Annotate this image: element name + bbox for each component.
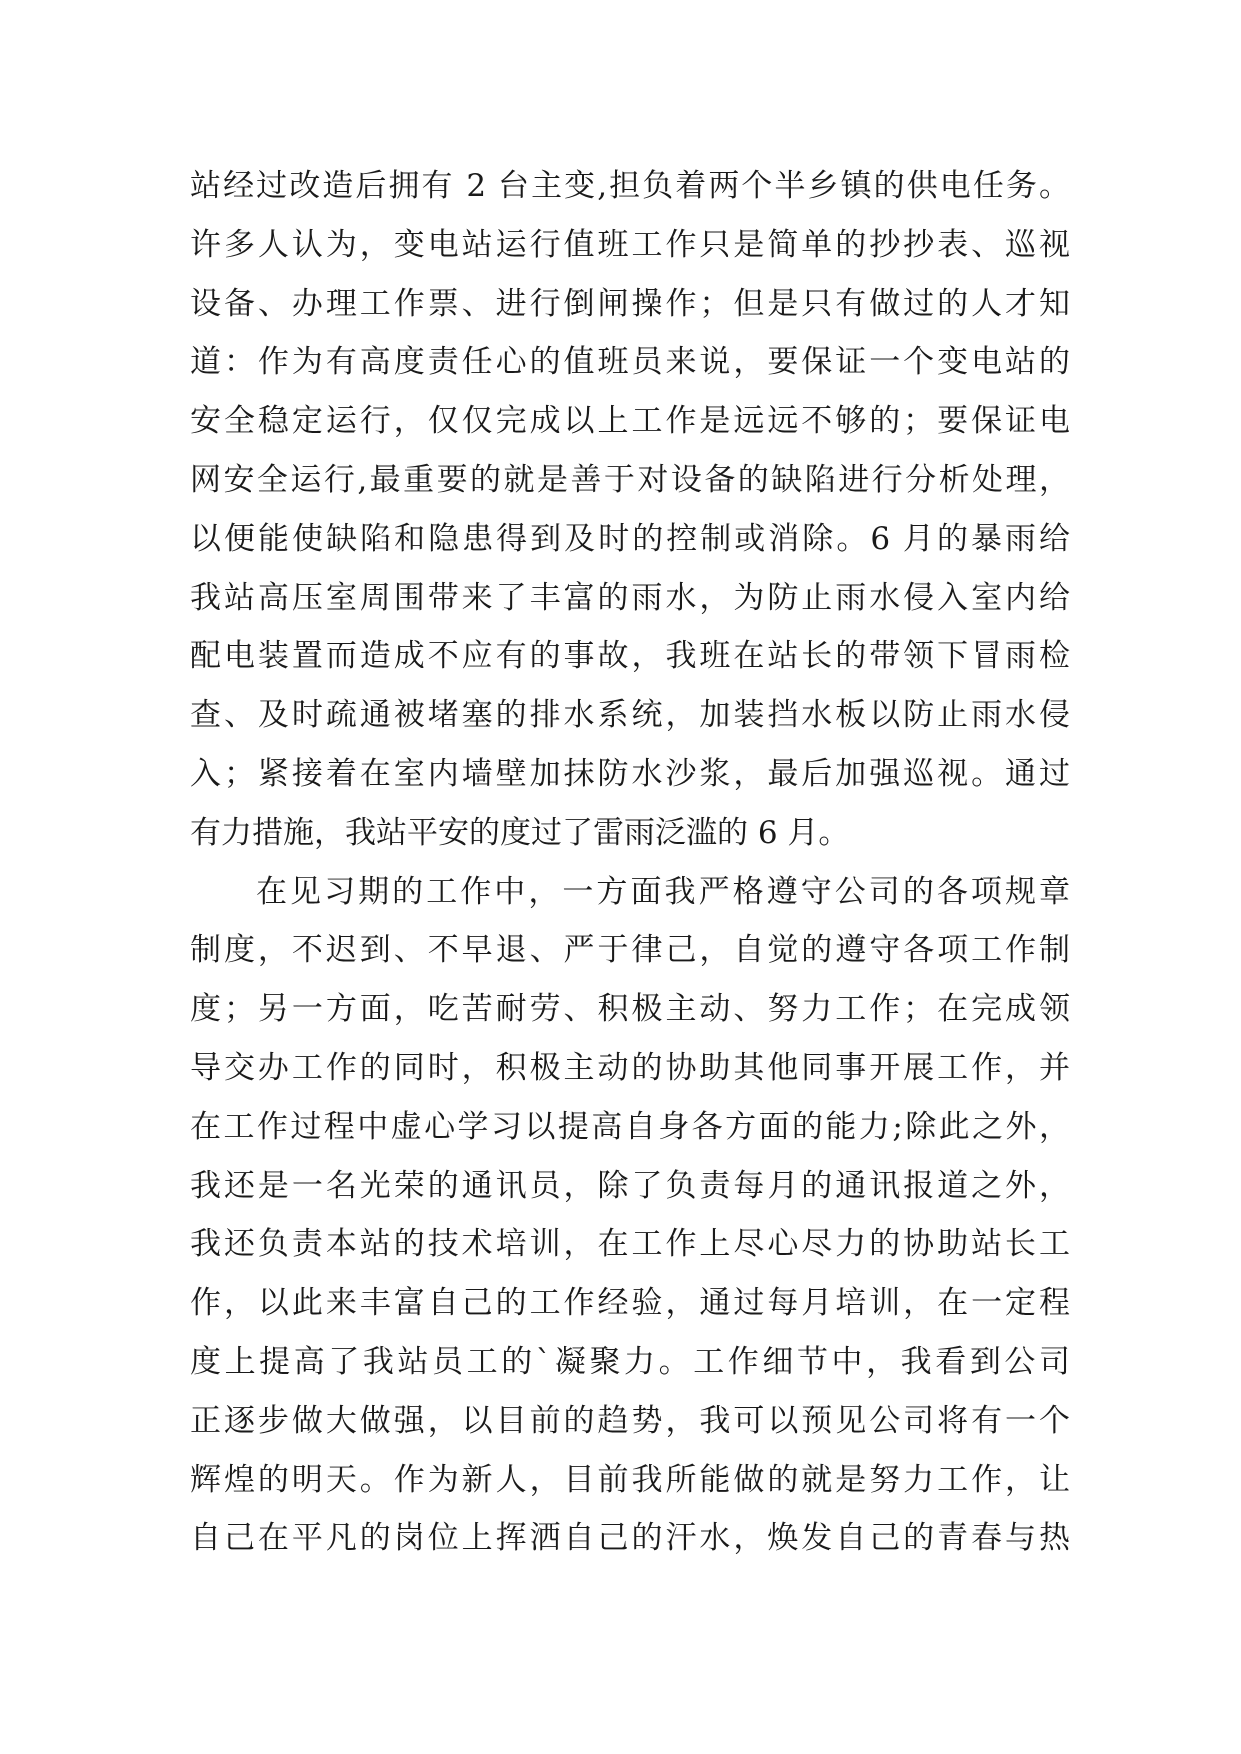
text-line: 道：作为有高度责任心的值班员来说，要保证一个变电站的 (190, 344, 1070, 381)
text-line: 正逐步做大做强，以目前的趋势，我可以预见公司将有一个 (190, 1402, 1070, 1439)
text-line: 作，以此来丰富自己的工作经验，通过每月培训，在一定程 (190, 1285, 1070, 1322)
text-line: 我还负责本站的技术培训，在工作上尽心尽力的协助站长工 (190, 1226, 1070, 1263)
paragraph (190, 863, 1070, 1569)
text-line: 站经过改造后拥有 2 台主变,担负着两个半乡镇的供电任务。 (190, 168, 1070, 204)
text-line: 设备、办理工作票、进行倒闸操作；但是只有做过的人才知 (190, 285, 1070, 322)
text-line: 配电装置而造成不应有的事故，我班在站长的带领下冒雨检 (190, 638, 1070, 675)
text-line: 网安全运行,最重要的就是善于对设备的缺陷进行分析处理， (190, 461, 1070, 498)
text-line: 制度，不迟到、不早退、严于律己，自觉的遵守各项工作制 (190, 932, 1070, 969)
text-line: 辉煌的明天。作为新人，目前我所能做的就是努力工作，让 (190, 1461, 1070, 1498)
text-line: 在工作过程中虚心学习以提高自身各方面的能力;除此之外， (190, 1108, 1070, 1145)
text-line: 度上提高了我站员工的`凝聚力。工作细节中，我看到公司 (190, 1343, 1070, 1380)
text-line: 有力措施，我站平安的度过了雷雨泛滥的 6 月。 (190, 814, 850, 851)
text-line: 查、及时疏通被堵塞的排水系统，加装挡水板以防止雨水侵 (190, 697, 1070, 734)
text-line: 以便能使缺陷和隐患得到及时的控制或消除。6 月的暴雨给 (190, 520, 1070, 557)
text-line: 我站高压室周围带来了丰富的雨水，为防止雨水侵入室内给 (190, 579, 1070, 616)
text-line: 许多人认为，变电站运行值班工作只是简单的抄抄表、巡视 (190, 226, 1070, 263)
text-line: 度；另一方面，吃苦耐劳、积极主动、努力工作；在完成领 (190, 991, 1070, 1028)
body-text (190, 157, 1070, 1568)
text-line: 我还是一名光荣的通讯员，除了负责每月的通讯报道之外， (190, 1167, 1070, 1204)
paragraph (190, 157, 1070, 863)
text-line: 安全稳定运行，仅仅完成以上工作是远远不够的；要保证电 (190, 403, 1070, 440)
text-line: 入；紧接着在室内墙壁加抹防水沙浆，最后加强巡视。通过 (190, 755, 1070, 792)
text-line: 自己在平凡的岗位上挥洒自己的汗水，焕发自己的青春与热 (190, 1520, 1070, 1557)
text-line: 导交办工作的同时，积极主动的协助其他同事开展工作，并 (190, 1049, 1070, 1086)
text-line: 在见习期的工作中，一方面我严格遵守公司的各项规章 (256, 873, 1070, 910)
